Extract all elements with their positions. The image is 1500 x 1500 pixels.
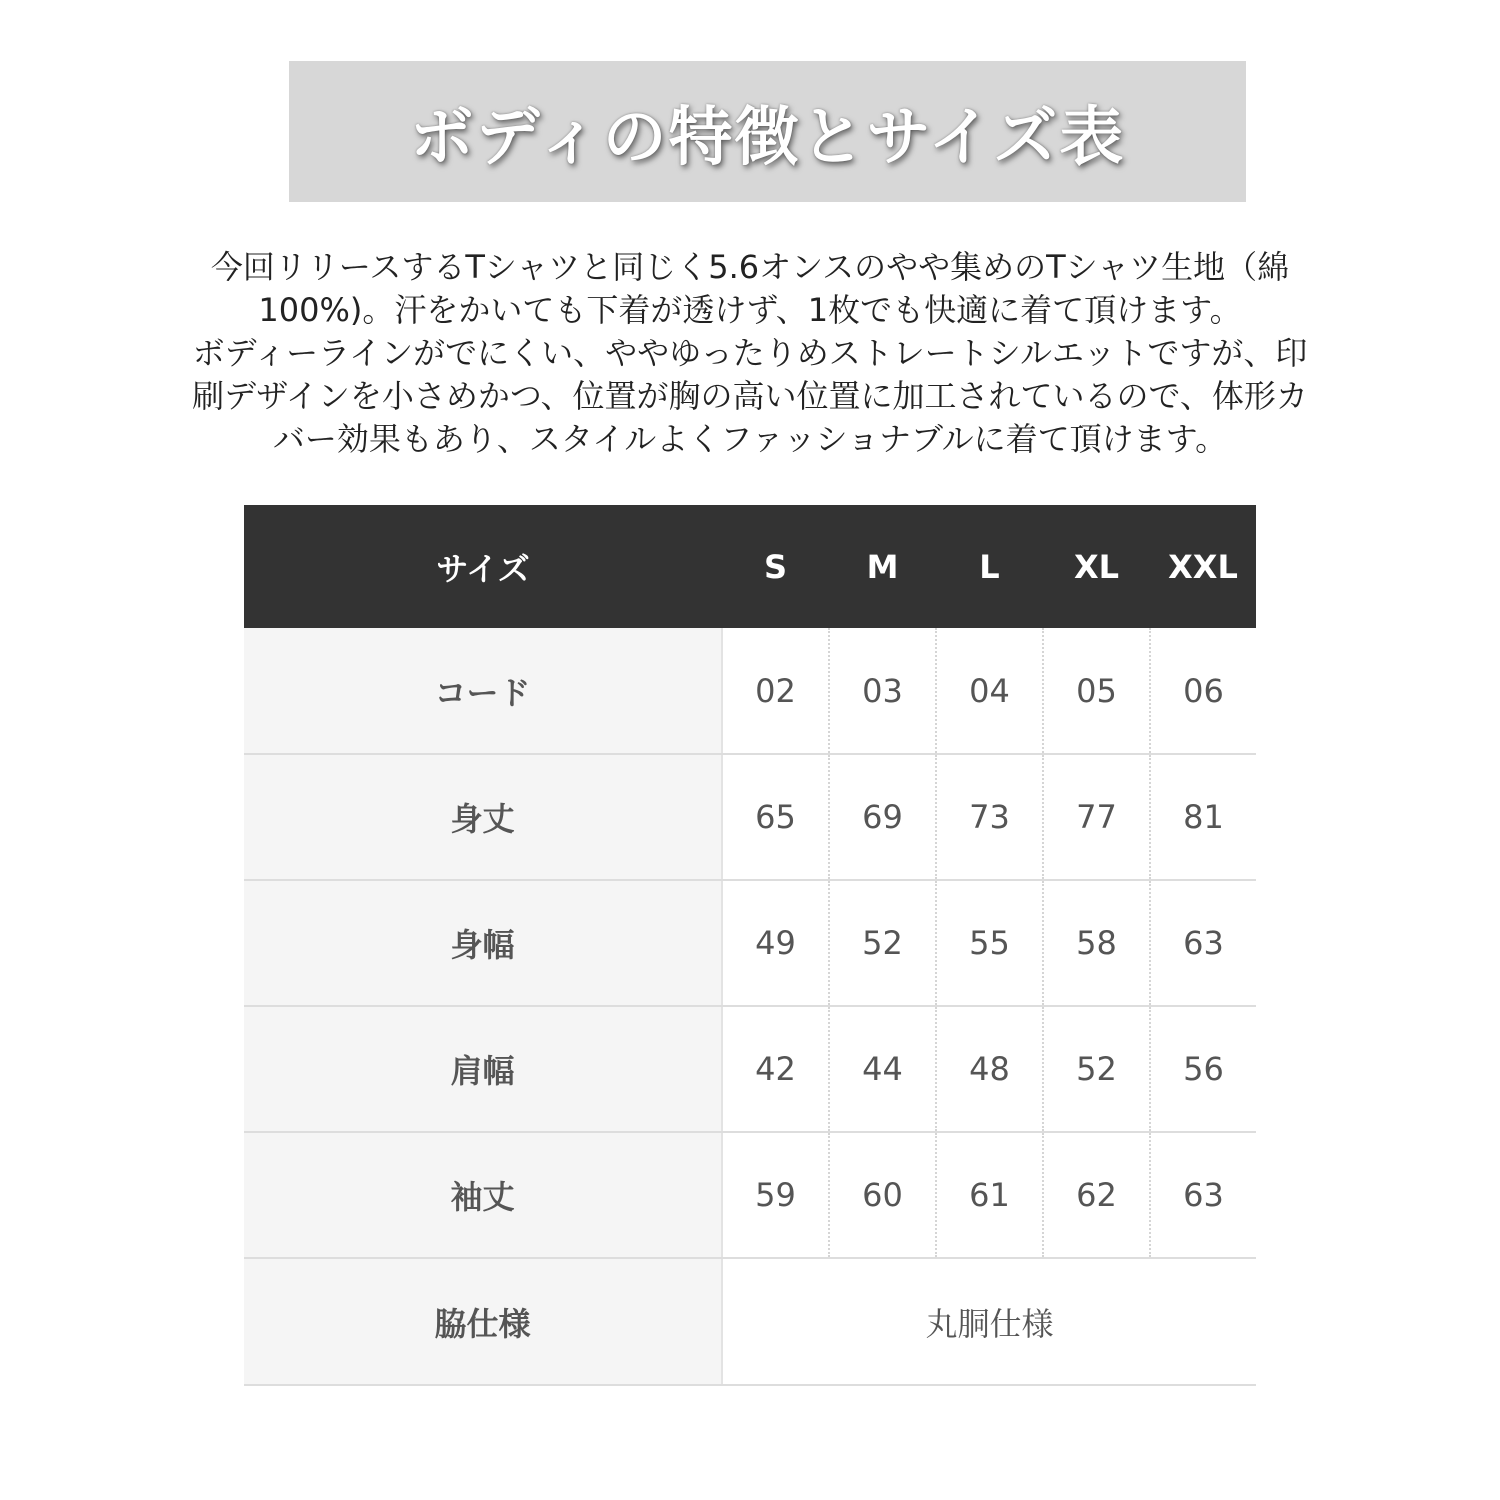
table-cell: 77	[1043, 754, 1150, 880]
table-cell: 61	[936, 1132, 1043, 1258]
row-label: 袖丈	[244, 1132, 722, 1258]
table-cell: 42	[722, 1006, 829, 1132]
side-spec-value: 丸胴仕様	[722, 1258, 1256, 1385]
table-cell: 63	[1150, 1132, 1256, 1258]
table-row-body-length	[244, 754, 1256, 880]
table-cell: 63	[1150, 880, 1256, 1006]
size-header-xl: XL	[1073, 547, 1120, 586]
table-row-shoulder-width	[244, 1006, 1256, 1132]
description-line: 刷デザインを小さめかつ、位置が胸の高い位置に加工されているので、体形カ	[192, 377, 1308, 415]
table-cell: 62	[1043, 1132, 1150, 1258]
page-title: ボディの特徴とサイズ表	[409, 100, 1126, 175]
description-line: 100%)。汗をかいても下着が透けず、1枚でも快適に着て頂けます。	[258, 291, 1242, 329]
table-cell: 60	[829, 1132, 936, 1258]
table-cell: 81	[1150, 754, 1256, 880]
table-row-side-spec	[244, 1258, 1256, 1385]
table-cell: 06	[1150, 628, 1256, 754]
description-line: 今回リリースするTシャツと同じく5.6オンスのやや集めのTシャツ生地（綿	[210, 248, 1290, 286]
table-cell: 02	[722, 628, 829, 754]
size-header-m: M	[866, 547, 899, 586]
table-cell: 55	[936, 880, 1043, 1006]
table-cell: 05	[1043, 628, 1150, 754]
table-cell: 48	[936, 1006, 1043, 1132]
row-label: 肩幅	[244, 1006, 722, 1132]
size-chart-table	[244, 505, 1256, 1386]
description-line: バー効果もあり、スタイルよくファッショナブルに着て頂けます。	[272, 420, 1228, 458]
size-header-l: L	[979, 547, 1000, 586]
size-header-xxl: XXL	[1168, 547, 1238, 586]
size-header-label: サイズ	[436, 549, 530, 588]
table-cell: 52	[829, 880, 936, 1006]
table-cell: 65	[722, 754, 829, 880]
table-cell: 56	[1150, 1006, 1256, 1132]
row-label: コード	[244, 628, 722, 754]
table-cell: 73	[936, 754, 1043, 880]
table-cell: 04	[936, 628, 1043, 754]
table-cell: 52	[1043, 1006, 1150, 1132]
table-cell: 49	[722, 880, 829, 1006]
row-label: 脇仕様	[244, 1258, 722, 1385]
table-row-sleeve-length	[244, 1132, 1256, 1258]
table-cell: 44	[829, 1006, 936, 1132]
description-line: ボディーラインがでにくい、ややゆったりめストレートシルエットですが、印	[192, 334, 1308, 372]
table-row-code	[244, 628, 1256, 754]
row-label: 身幅	[244, 880, 722, 1006]
product-description	[100, 246, 1400, 461]
size-header-s: S	[763, 547, 788, 586]
table-cell: 03	[829, 628, 936, 754]
table-header-row	[244, 505, 1256, 628]
title-banner	[289, 61, 1246, 202]
row-label: 身丈	[244, 754, 722, 880]
table-cell: 58	[1043, 880, 1150, 1006]
table-cell: 69	[829, 754, 936, 880]
table-cell: 59	[722, 1132, 829, 1258]
table-row-body-width	[244, 880, 1256, 1006]
